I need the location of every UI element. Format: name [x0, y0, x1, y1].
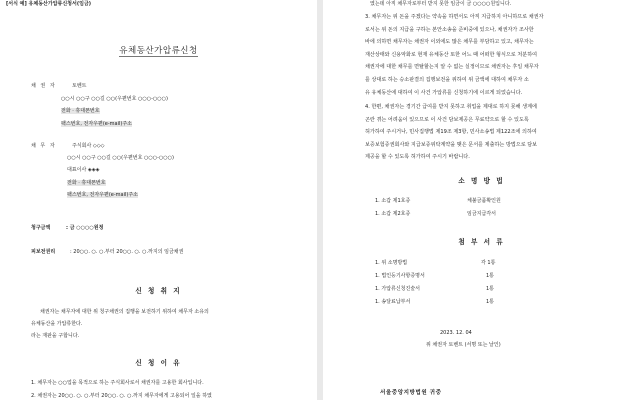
paragraph-4-line: 4. 한편, 채권자는 경기간 급여를 받지 못하고 취업을 제대로 하지 못해 생계에: [365, 104, 537, 110]
evidence-label-1: 1. 소갑 제1호증: [375, 198, 411, 204]
debtor-fax-email-text: 팩스번호, 전자우편(e-mail)주소: [67, 192, 138, 198]
document-title: [0, 44, 317, 56]
court-addressee: 서울중앙지방법원 귀중: [380, 390, 442, 396]
attachment-value-1: 각 1통: [481, 260, 496, 266]
creditor-label: 채 권 자: [31, 83, 57, 89]
creditor-fax-email-text: 팩스번호, 전자우편(e-mail)주소: [61, 121, 132, 127]
attachment-label-4: 1. 송달료납부서: [375, 299, 411, 305]
debtor-address: ○○시 ○○구 ○○길 ○○(우편번호 ○○○-○○○): [67, 155, 174, 161]
paragraph-4-line: 보증보험증권회사와 지급보증위탁계약을 맺은 문서를 제출하는 방법으로 담보: [365, 141, 538, 148]
paragraph-3-line: 로서는 위 돈의 지급을 구하는 본안소송을 준비중에 있으나, 채권자가 조사한: [365, 26, 534, 33]
attachment-label-3: 1. 가압류신청진술서: [375, 286, 421, 292]
reason-line-2: 2. 채권자는 20○○. ○. ○.부터 20○○. ○. ○.까지 채무자에게 고용되어 일을 하였: [31, 393, 212, 399]
document-date: 2023. 12. 04: [440, 330, 472, 336]
purpose-line-2: 유체동산을 가압류한다.: [31, 321, 83, 327]
debtor-phone-text: 전화 · 휴대폰번호: [67, 180, 106, 186]
paragraph-3-line: 재산상태와 신용악화로 현재 유체동산 또한 어느 때 어떠한 형식으로 처분하여: [365, 51, 538, 58]
paragraph-3-line: 채권자에 대한 채무를 면탈할는지 알 수 없는 실정이므로 채권자는 후일 채무자: [365, 64, 539, 71]
purpose-line-1: 채권자는 채무자에 대한 위 청구채권의 집행을 보전하기 위하여 채무자 소유의: [40, 309, 209, 315]
purpose-heading: 신 청 취 지: [135, 287, 182, 295]
paragraph-4: [365, 101, 630, 164]
evidence-label-2: 1. 소갑 제2호증: [375, 211, 411, 217]
creditor-name: 토벤트: [72, 83, 87, 89]
evidence-value-2: 임금지급각서: [467, 211, 496, 217]
attachment-value-4: 1통: [486, 299, 495, 305]
debtor-label: 채 무 자: [31, 143, 57, 149]
attachment-value-2: 1통: [486, 273, 495, 279]
purpose-line-3: 라는 재판을 구합니다.: [31, 333, 80, 339]
paragraph-4-line: 제공을 할 수 있도록 허가하여 주시기 바랍니다.: [365, 154, 470, 161]
document-page-left: [0, 0, 317, 400]
debtor-fax-email: [67, 192, 138, 199]
creditor-phone: [61, 108, 100, 115]
paragraph-3-line: 3. 채무자는 위 돈을 주겠다는 약속을 하면서도 아직 지급하지 아니하므로 채권자: [365, 14, 544, 20]
debtor-phone: [67, 180, 106, 187]
paragraph-4-line: 허가하여 주시거나, 민사집행법 제19조 제3항, 민사소송법 제122조에 의하여: [365, 129, 537, 136]
signer-line: 위 채권자 토벤트 (서명 또는 날인): [426, 342, 501, 348]
reason-line-1: 1. 채무자는 ○○업을 목적으로 하는 주식회사로서 채권자를 고용한 회사입니다.: [31, 380, 204, 386]
paragraph-4-line: 곤란 겪는 어려움이 있으므로 이 사건 담보제공은 무료약으로 할 수 있도록: [365, 116, 529, 123]
reason-heading: 신 청 이 유: [135, 359, 182, 367]
document-page-right: [323, 0, 640, 400]
attachment-value-3: 1통: [486, 286, 495, 292]
evidence-heading: 소 명 방 법: [458, 177, 505, 185]
paragraph-3: [365, 11, 630, 99]
secured-right-value: : 20○○. ○. ○.부터 20○○. ○. ○.까지의 임금채권: [70, 249, 184, 255]
paragraph-3-line: 를 상대로 하는 승소판결의 집행보전을 위하여 위 금액에 대하여 채무자 소: [365, 76, 529, 83]
document-title-text: 유체동산가압류신청: [119, 46, 198, 56]
form-label: [서식 예] 유체동산가압류신청서(임금): [6, 1, 92, 7]
secured-right-label: 피보전권리: [31, 249, 56, 255]
claim-amount-value: : 금 ○○○○원정: [66, 225, 104, 231]
attachment-label-1: 1. 위 소명방법: [375, 260, 408, 266]
attachments-heading: 첨 부 서 류: [458, 238, 505, 246]
continuation-line: 였는데 아직 채무자로부터 받지 못한 임금이 금 ○○○○원입니다.: [370, 1, 512, 7]
evidence-value-1: 체불금품확인원: [467, 198, 501, 204]
debtor-representative: 대표이사 ◈◈◈: [67, 167, 100, 173]
creditor-address: ○○시 ○○구 ○○길 ○○(우편번호 ○○○-○○○): [61, 96, 168, 102]
paragraph-3-line: 바에 의하면 채무자는 채권자 이외에도 많은 채무를 부담하고 있고, 채무자는: [365, 39, 534, 46]
paragraph-3-line: 유 유체동산에 대하여 이 사건 가압류를 신청하기에 이르게 되었습니다.: [365, 89, 523, 96]
creditor-phone-text: 전화 · 휴대폰번호: [61, 108, 100, 114]
attachment-label-2: 1. 법인등기사항증명서: [375, 273, 425, 279]
debtor-name: 주식회사 ◇◇◇: [72, 143, 105, 149]
creditor-fax-email: [61, 121, 132, 128]
claim-amount-label: 청구금액: [31, 225, 51, 231]
